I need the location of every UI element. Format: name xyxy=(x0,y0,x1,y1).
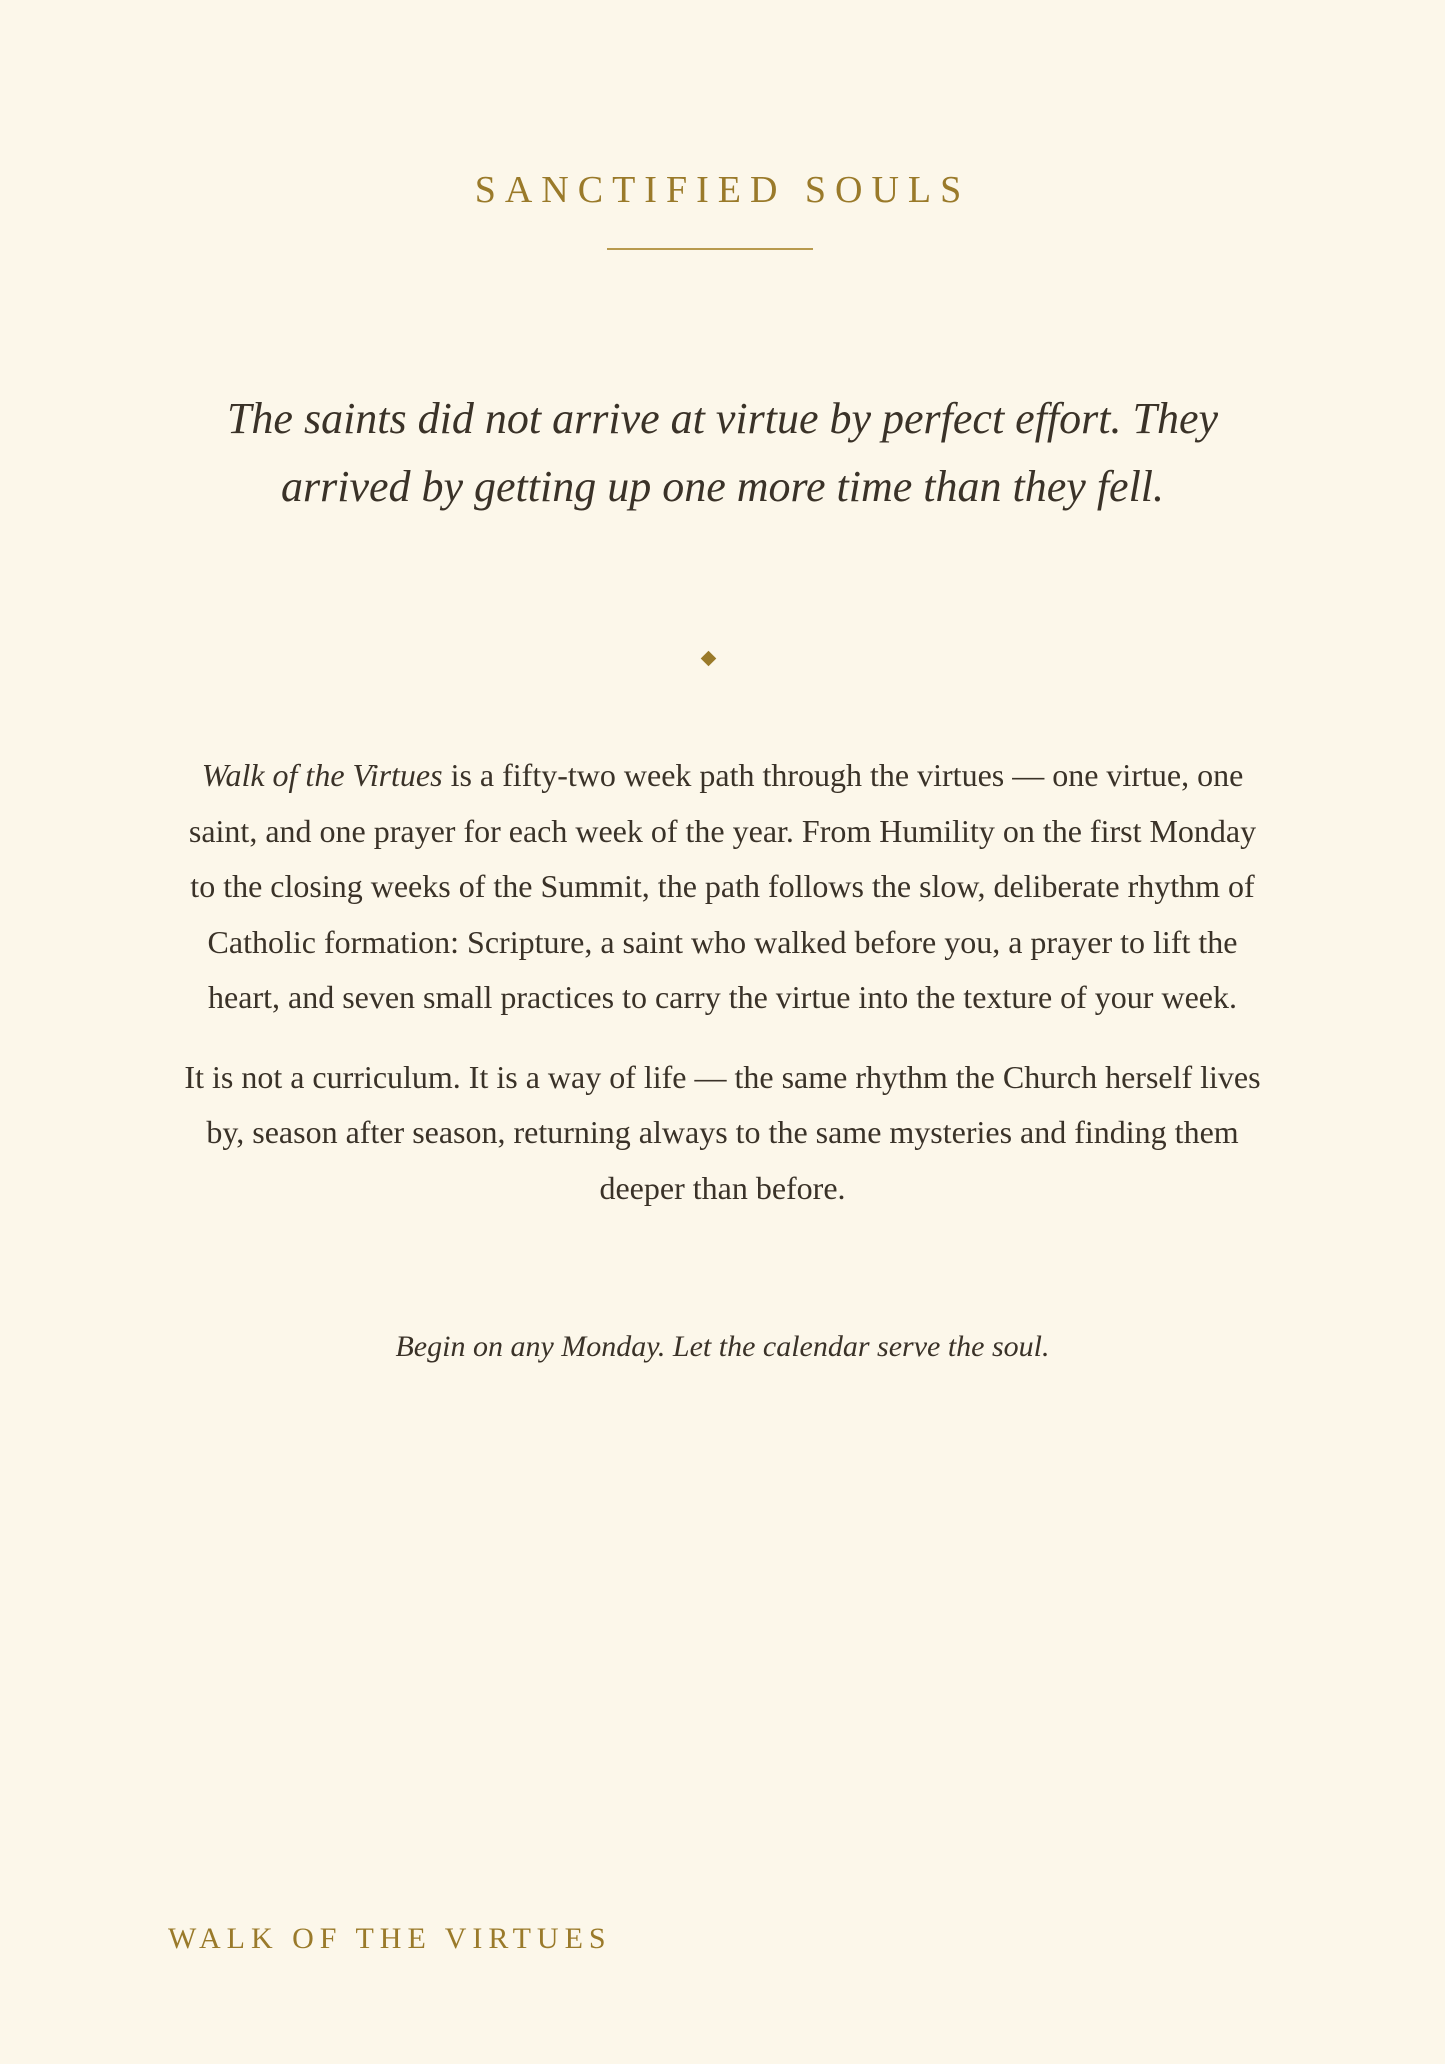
intro-paragraph-2: It is not a curriculum. It is a way of life — the same rhythm the Church herself lives by, season after season, returning always to the same mysteries and finding them deeper than before. xyxy=(184,1058,1261,1206)
intro-paragraph-1-text: is a fifty-two week path through the virtues — one virtue, one saint, and one prayer for each week of the year. From Humility on the first Monday to the closing weeks of the Summit, the path follows the slow, deliberate rhythm of Catholic formation: Scripture, a saint who walked before you, a prayer to lift the heart, and seven small practices to carry the virtue into the texture of your week. xyxy=(188,757,1257,1015)
epigraph-line-2: arrived by getting up one more time than they fell. xyxy=(280,462,1165,511)
diamond-icon xyxy=(701,651,717,667)
book-title: Walk of the Virtues xyxy=(201,757,443,793)
epigraph-line-1: The saints did not arrive at virtue by perfect effort. They xyxy=(226,394,1219,443)
brand-title: SANCTIFIED SOULS xyxy=(474,169,971,211)
footer-label: WALK OF THE VIRTUES xyxy=(168,1922,612,1955)
intro-body xyxy=(180,748,1265,1240)
closing-line: Begin on any Monday. Let the calendar serve the soul. xyxy=(395,1330,1050,1363)
intro-paragraph-1 xyxy=(180,748,1265,1026)
epigraph-quote xyxy=(180,385,1265,521)
brand-divider xyxy=(607,248,813,250)
